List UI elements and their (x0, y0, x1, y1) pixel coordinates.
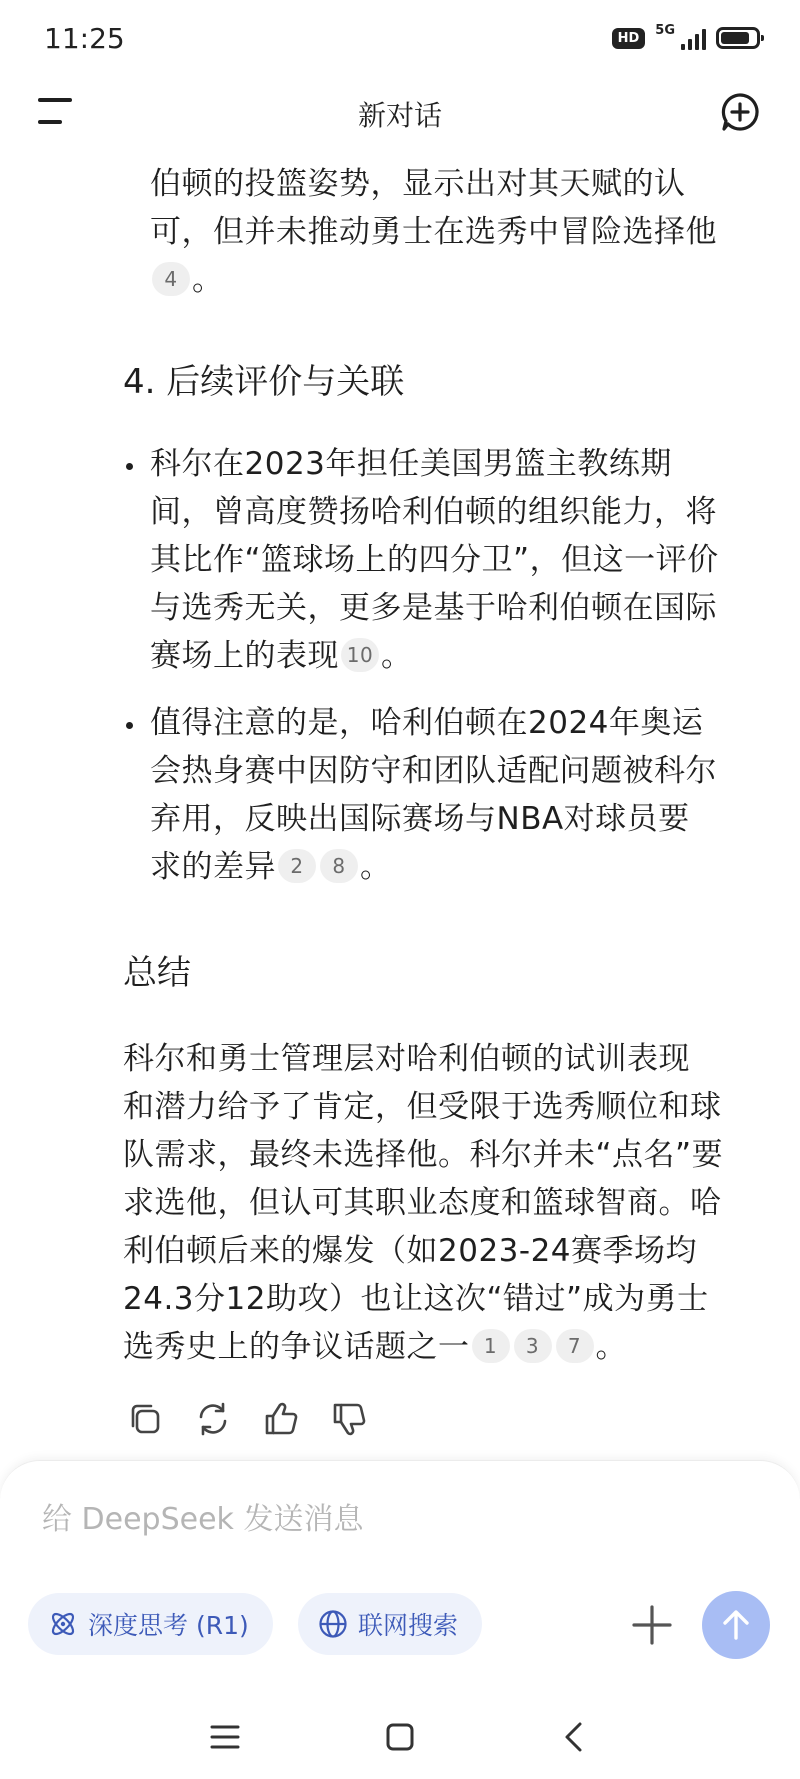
atom-icon (48, 1609, 78, 1639)
text-line: 间，曾高度赞扬哈利伯顿的组织能力，将 (150, 494, 717, 530)
message-input[interactable] (40, 1495, 644, 1543)
text-line: 值得注意的是，哈利伯顿在2024年奥运 (150, 705, 704, 741)
send-button[interactable] (702, 1591, 770, 1659)
punctuation: 。 (192, 262, 224, 298)
globe-icon (318, 1609, 348, 1639)
text-line: 利伯顿后来的爆发（如2023-24赛季场均 (123, 1233, 698, 1269)
section-heading: 4. 后续评价与关联 (123, 362, 405, 402)
text-line: 赛场上的表现 (150, 638, 339, 674)
text-line: 其比作“篮球场上的四分卫”，但这一评价 (150, 542, 719, 578)
system-nav-bar (0, 1700, 800, 1778)
text-line: 求选他，但认可其职业态度和篮球智商。哈 (123, 1185, 722, 1221)
citation-badge[interactable]: 10 (341, 638, 379, 672)
plus-icon[interactable] (630, 1603, 674, 1647)
nav-back-icon[interactable] (558, 1720, 592, 1754)
status-bar (0, 0, 800, 80)
network-label: 5G (655, 22, 675, 38)
text-line: 选秀史上的争议话题之一 (123, 1329, 470, 1365)
message-actions (126, 1400, 368, 1438)
text-line: 队需求，最终未选择他。科尔并未“点名”要 (123, 1137, 724, 1173)
status-icons (612, 22, 760, 50)
status-time: 11:25 (44, 22, 125, 55)
text-line: 与选秀无关，更多是基于哈利伯顿在国际 (150, 590, 717, 626)
text-line: 可，但并未推动勇士在选秀中冒险选择他 (150, 214, 717, 250)
citation-badge[interactable]: 7 (556, 1329, 594, 1363)
section-heading: 总结 (123, 953, 191, 993)
web-search-label: 联网搜索 (358, 1611, 459, 1640)
summary-paragraph (123, 1035, 723, 1371)
text-line: 科尔和勇士管理层对哈利伯顿的试训表现 (123, 1041, 690, 1077)
text-line: 科尔在2023年担任美国男篮主教练期 (150, 446, 672, 482)
top-bar (0, 80, 800, 146)
citation-badge[interactable]: 3 (514, 1329, 552, 1363)
page-title: 新对话 (357, 99, 442, 132)
text-line: 弃用，反映出国际赛场与NBA对球员要 (150, 801, 690, 837)
text-line: 伯顿的投篮姿势，显示出对其天赋的认 (150, 166, 686, 202)
text-line: 24.3分12助攻）也让这次“错过”成为勇士 (123, 1281, 709, 1317)
nav-menu-icon[interactable] (208, 1720, 242, 1754)
punctuation: 。 (595, 1329, 627, 1365)
hd-badge: HD (612, 28, 646, 49)
assistant-message (0, 150, 800, 1450)
new-chat-icon[interactable] (720, 92, 760, 132)
regenerate-icon[interactable] (194, 1400, 232, 1438)
citation-badge[interactable]: 8 (320, 849, 358, 883)
thumbs-up-icon[interactable] (262, 1400, 300, 1438)
citation-badge[interactable]: 1 (472, 1329, 510, 1363)
bullet-item (150, 440, 719, 680)
nav-home-icon[interactable] (383, 1720, 417, 1754)
punctuation: 。 (360, 849, 392, 885)
text-line: 会热身赛中因防守和团队适配问题被科尔 (150, 753, 717, 789)
arrow-up-icon (719, 1608, 753, 1642)
bullet-dot (126, 463, 133, 470)
text-line: 和潜力给予了肯定，但受限于选秀顺位和球 (123, 1089, 722, 1125)
citation-badge[interactable]: 2 (278, 849, 316, 883)
signal-icon (681, 26, 706, 50)
punctuation: 。 (381, 638, 413, 674)
message-paragraph-intro (150, 160, 717, 304)
web-search-button[interactable] (298, 1593, 482, 1655)
copy-icon[interactable] (126, 1400, 164, 1438)
bullet-dot (126, 722, 133, 729)
text-line: 求的差异 (150, 849, 276, 885)
bullet-item (150, 699, 717, 891)
battery-icon (716, 27, 760, 49)
deep-think-button[interactable] (28, 1593, 273, 1655)
thumbs-down-icon[interactable] (330, 1400, 368, 1438)
citation-badge[interactable]: 4 (152, 262, 190, 296)
deep-think-label: 深度思考 (R1) (88, 1611, 249, 1640)
